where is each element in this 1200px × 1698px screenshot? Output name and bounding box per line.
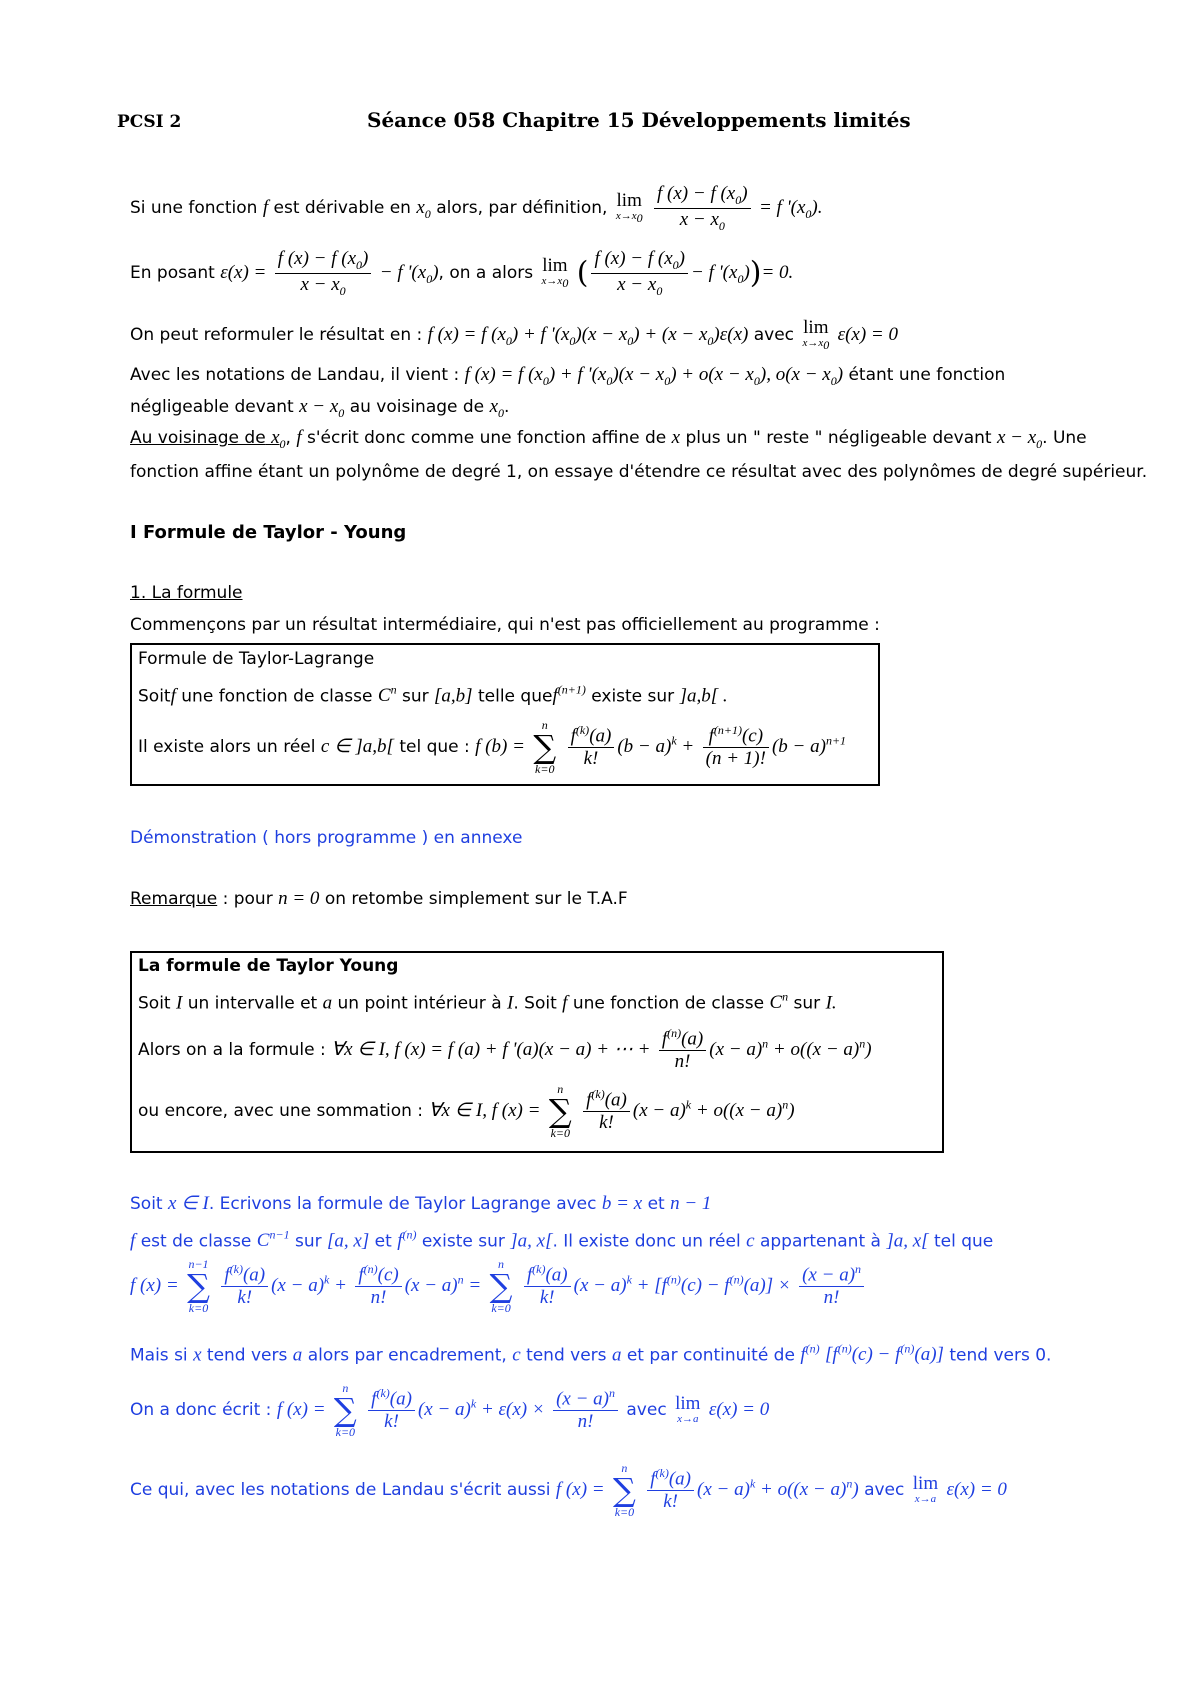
- proof-line-1: Soit x ∈ I. Ecrivons la formule de Taylor Lagrange avec b = x et n − 1: [130, 1193, 712, 1214]
- taylor-lagrange-line-3: Il existe alors un réel c ∈ ]a,b[ tel que : f (b) = n ∑ k=0 $\frac{f^{(k)}(a)}{k!}$ $(b - a)^k$ + $\frac{f^{(n+1)}(c)}{(n + 1)!}$ $(b - a)^{n+1}$: [138, 718, 847, 776]
- taylor-young-box: [130, 951, 944, 1153]
- taylor-lagrange-box: [130, 643, 880, 786]
- taylor-young-line-3: Alors on a la formule : ∀x ∈ I, f (x) = f (a) + f '(a)(x − a) + ⋯ + $\frac{f^{(n)}(a)}{n!}$ $(x - a)^n + o((x - a)^n)$: [138, 1026, 872, 1073]
- remark-label: Remarque: [130, 889, 218, 909]
- header-class-label: PCSI 2: [117, 112, 182, 132]
- section-intro: Commençons par un résultat intermédiaire, qui n'est pas officiellement au programme :: [130, 615, 880, 635]
- section-title: I Formule de Taylor - Young: [130, 522, 407, 543]
- remark: Remarque : pour n = 0 on retombe simplement sur le T.A.F: [130, 888, 628, 909]
- demonstration-link[interactable]: Démonstration ( hors programme ) en annexe: [130, 828, 523, 848]
- proof-line-5: On a donc écrit : f (x) = n ∑ k=0 $\frac{f^{(k)}(a)}{k!}$ $(x - a)^k + \varepsilon(x)$ × $\frac{(x - a)^n}{n!}$ avec lim x→a ε(x) = 0: [130, 1381, 770, 1439]
- taylor-lagrange-title: Formule de Taylor-Lagrange: [138, 649, 375, 669]
- intro-line-6: Au voisinage de $x_0$, f s'écrit donc comme une fonction affine de x plus un " reste " négligeable devant $x - x_0$. Une: [130, 427, 1087, 451]
- proof-line-4: Mais si x tend vers a alors par encadrement, c tend vers a et par continuité de $f^{(n)}$ $[f^{(n)}(c) - f^{(n)}(a)]$ tend vers 0.: [130, 1342, 1052, 1366]
- intro-line-5: négligeable devant $x - x_0$ au voisinage de $x_0$.: [130, 396, 510, 420]
- taylor-young-title: La formule de Taylor Young: [138, 956, 399, 976]
- intro-line-7: fonction affine étant un polynôme de degré 1, on essaye d'étendre ce résultat avec des polynômes de degré supérieur.: [130, 462, 1148, 482]
- page-title: Séance 058 Chapitre 15 Développements limités: [367, 108, 911, 132]
- proof-line-6: Ce qui, avec les notations de Landau s'écrit aussi f (x) = n ∑ k=0 $\frac{f^{(k)}(a)}{k!}$ $(x - a)^k + o((x - a)^n)$ avec lim x→a ε(x) = 0: [130, 1461, 1007, 1519]
- intro-line-1: Si une fonction f est dérivable en $x_0$ alors, par définition, lim $x\to x_0$ $\frac{f (x) - f (x_0)}{x - x_0}$ = f '$(x_0)$.: [130, 183, 823, 233]
- intro-line-3: On peut reformuler le résultat en : f (x) = f $(x_0) + f$ '$(x_0)(x - x_0) + (x - x_0)\varepsilon(x)$ avec lim $x\to x_0$ ε(x) = 0: [130, 317, 899, 353]
- taylor-young-line-4: ou encore, avec une sommation : ∀x ∈ I, f (x) = n ∑ k=0 $\frac{f^{(k)}(a)}{k!}$ $(x - a)^k + o((x - a)^n)$: [138, 1082, 795, 1140]
- intro-line-4: Avec les notations de Landau, il vient : f (x) = f $(x_0) + f$ '$(x_0)(x - x_0) + o(x - x_0)$, $o(x - x_0)$ étant une fonction: [130, 364, 1006, 388]
- intro-line-2: En posant ε(x) = $\frac{f (x) - f (x_0)}{x - x_0}$ − f '$(x_0)$, on a alors lim $x\to x_0$ ( $\frac{f (x) - f (x_0)}{x - x_0}$ − f '$(x_0))= 0$.: [130, 248, 794, 298]
- proof-line-2: f est de classe $C^{n-1}$ sur [a, x] et $f^{(n)}$ existe sur ]a, x[. Il existe donc un réel c appartenant à ]a, x[ tel que: [130, 1228, 994, 1252]
- taylor-young-line-2: Soit I un intervalle et a un point intérieur à I. Soit f une fonction de classe $C^n$ sur I.: [138, 990, 837, 1014]
- proof-line-3: f (x) = n−1 ∑ k=0 $\frac{f^{(k)}(a)}{k!}$ $(x - a)^k$ + $\frac{f^{(n)}(c)}{n!}$ $(x - a)^n$ = n ∑ k=0 $\frac{f^{(k)}(a)}{k!}$ $(x - a)^k + [f^{(n)}(c) - f^{(n)}(a)]$ × $\frac{(x - a)^n}{n!}$: [130, 1258, 867, 1314]
- subsection-title: 1. La formule: [130, 583, 243, 603]
- taylor-lagrange-line-2: Soitf une fonction de classe $C^n$ sur [a,b] telle quef$^{(n+1)}$ existe sur ]a,b[ .: [138, 683, 728, 707]
